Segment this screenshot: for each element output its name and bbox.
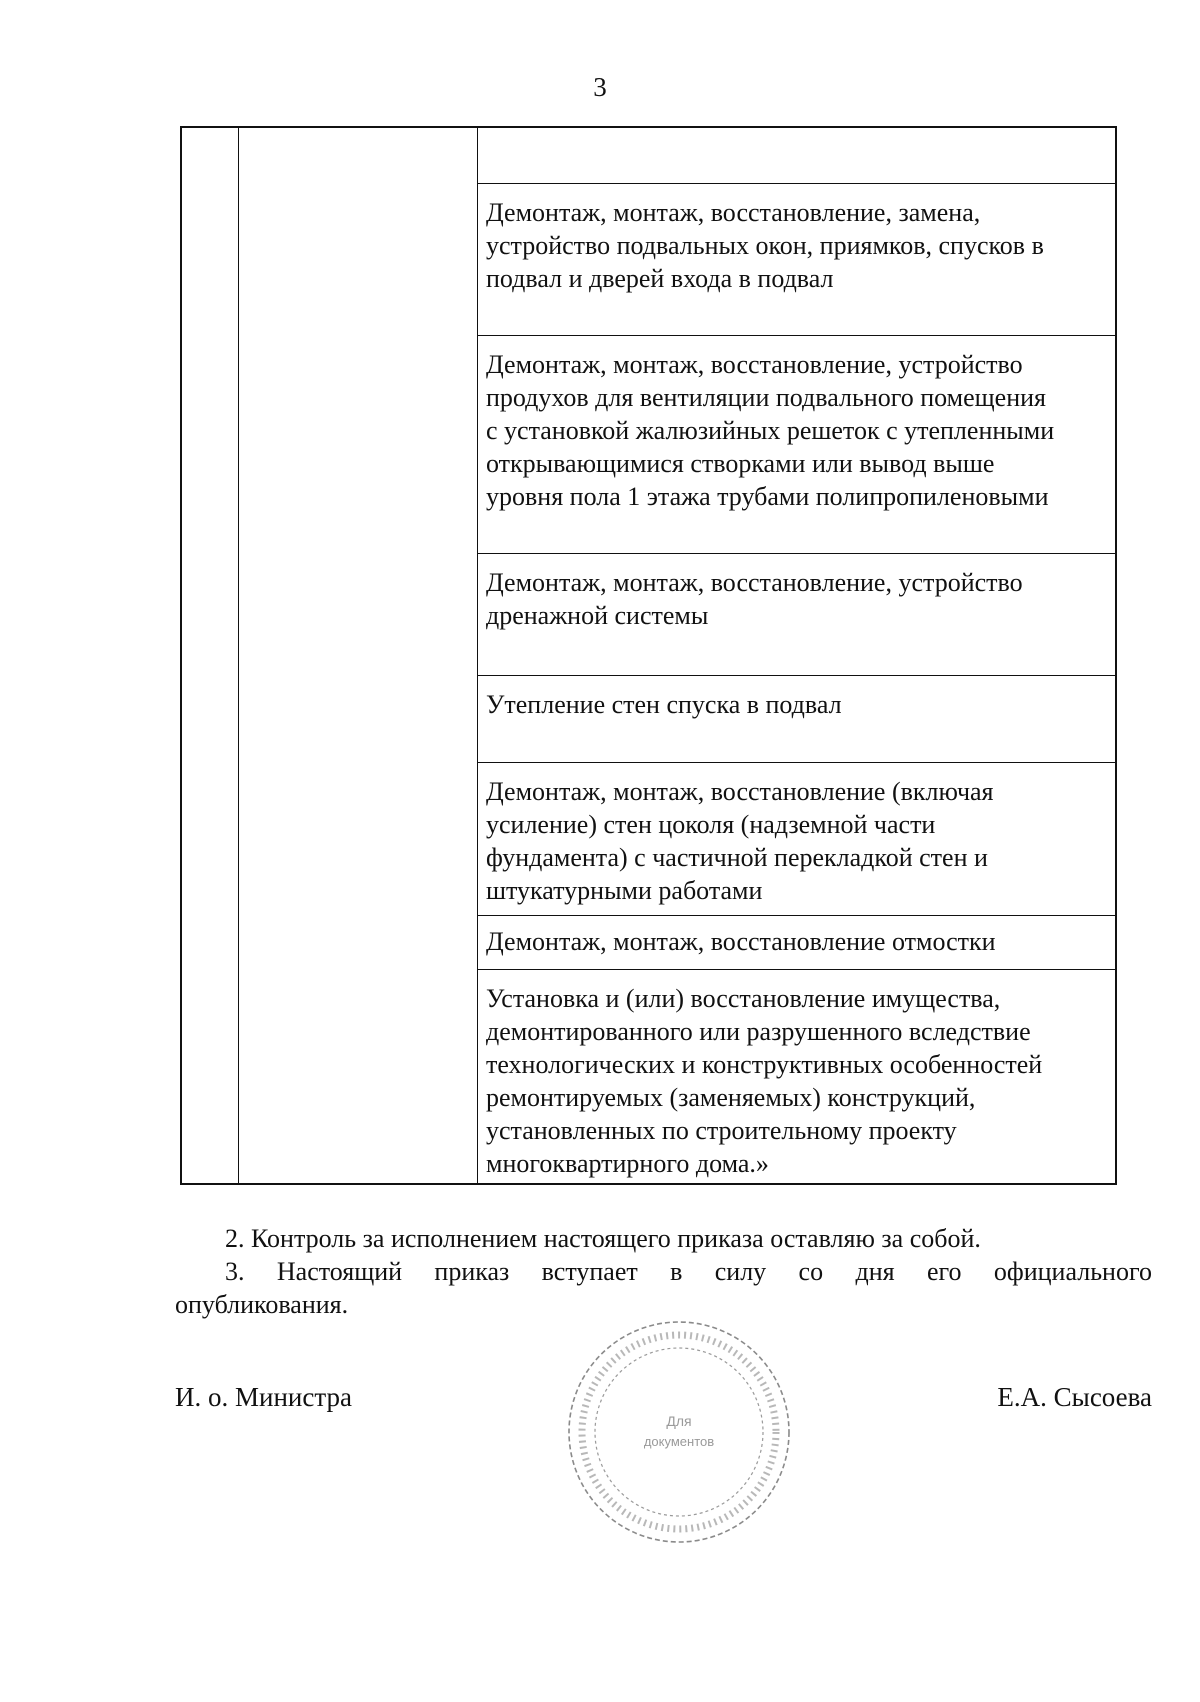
page-number: 3 bbox=[593, 72, 607, 102]
paragraph-3-line-2: опубликования. bbox=[175, 1290, 349, 1319]
paragraph-3 bbox=[175, 1255, 1152, 1321]
table-row bbox=[477, 553, 1115, 675]
table-cell-text: Демонтаж, монтаж, восстановление, замена, устройство подвальных окон, приямков, спусков в подвал и дверей входа в подвал bbox=[486, 198, 1044, 293]
table-cell-text: Демонтаж, монтаж, восстановление отмостки bbox=[486, 927, 996, 956]
table-row bbox=[477, 335, 1115, 553]
table-row bbox=[477, 762, 1115, 915]
stamp-text-line1: Для bbox=[666, 1413, 692, 1429]
stamp-text-line2: документов bbox=[643, 1434, 715, 1449]
table-row bbox=[477, 915, 1115, 969]
table-row bbox=[477, 675, 1115, 762]
signatory-title: И. о. Министра bbox=[175, 1382, 352, 1412]
table-cell-text: Утепление стен спуска в подвал bbox=[486, 690, 842, 719]
work-types-table bbox=[180, 126, 1117, 1185]
table-row bbox=[477, 969, 1115, 1185]
table-row bbox=[477, 128, 1115, 183]
table-cell-text: Демонтаж, монтаж, восстановление, устройство продухов для вентиляции подвального помещения с установкой жалюзийных решеток с утепленными открывающимися створками или вывод выше уровня пола 1 этажа трубами полипропиленовыми bbox=[486, 350, 1055, 511]
table-cell-text: Установка и (или) восстановление имущества, демонтированного или разрушенного вследствие технологических и конструктивных особенностей ремонтируемых (заменяемых) конструкций, установленных по строительному проекту многоквартирного дома.» bbox=[486, 984, 1043, 1178]
signatory-name: Е.А. Сысоева bbox=[997, 1382, 1152, 1412]
paragraph-2: 2. Контроль за исполнением настоящего приказа оставляю за собой. bbox=[225, 1224, 981, 1253]
table-column-divider-1 bbox=[238, 128, 239, 1183]
table-row bbox=[477, 183, 1115, 335]
paragraph-3-line-1: 3. Настоящий приказ вступает в силу со дня его официального bbox=[225, 1257, 1152, 1286]
official-stamp-seal bbox=[565, 1318, 793, 1546]
table-cell-text: Демонтаж, монтаж, восстановление (включая усиление) стен цоколя (надземной части фундамента) с частичной перекладкой стен и штукатурными работами bbox=[486, 777, 994, 905]
table-cell-text: Демонтаж, монтаж, восстановление, устройство дренажной системы bbox=[486, 568, 1023, 630]
